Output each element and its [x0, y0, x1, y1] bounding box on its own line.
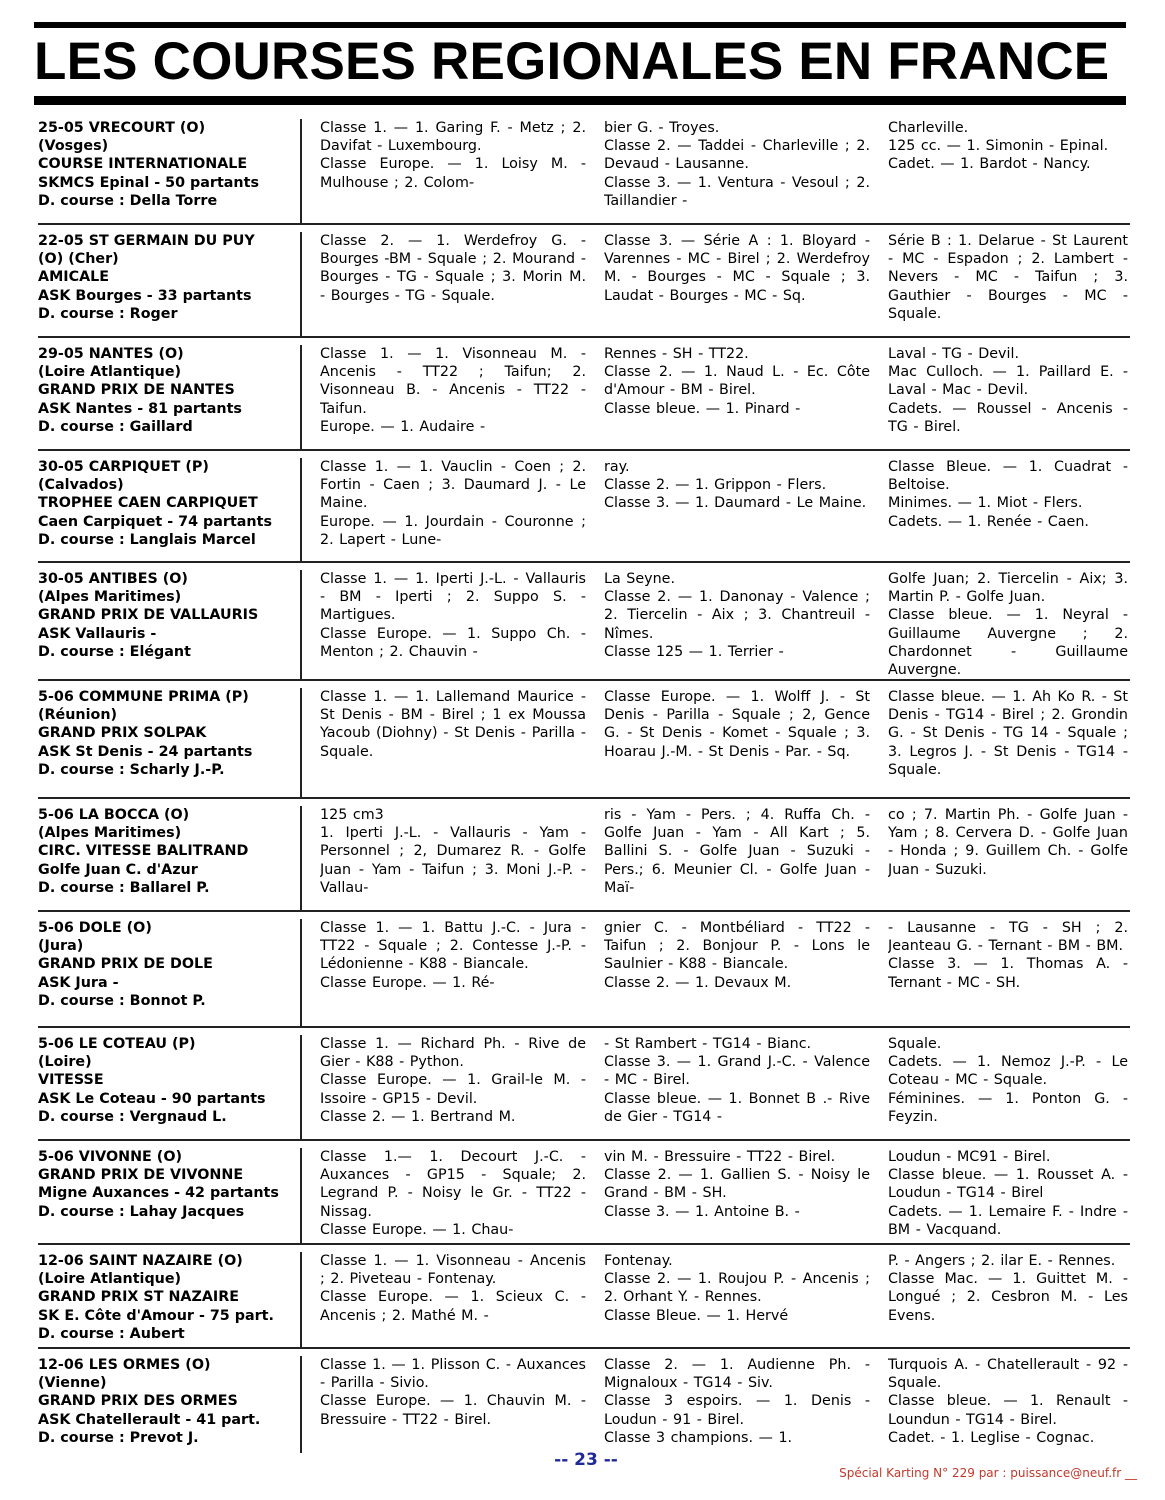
race-results-col2 [592, 1356, 870, 1453]
result-paragraph: Classe 1. — 1. Plisson C. - Auxances - Parilla - Sivio. [320, 1357, 586, 1392]
result-paragraph: Charleville. [888, 120, 969, 136]
race-heading-line: D. course : Elégant [38, 643, 191, 660]
result-paragraph: Classe bleue. — 1. Pinard - [604, 400, 801, 417]
race-heading-line: D. course : Langlais Marcel [38, 531, 256, 548]
result-paragraph: Classe 125 — 1. Terrier - [604, 643, 784, 660]
race-results-col3 [876, 806, 1128, 910]
race-results-col3 [876, 458, 1128, 561]
race-heading-line: 5-06 LE COTEAU (P) [38, 1036, 196, 1052]
result-paragraph: Classe Europe. — 1. Suppo Ch. - Menton ; 2. Chauvin - [320, 625, 586, 660]
race-heading-line: GRAND PRIX SOLPAK [38, 725, 207, 742]
page-title: LES COURSES REGIONALES EN FRANCE [34, 32, 1110, 91]
result-paragraph: Fontenay. [604, 1253, 673, 1269]
result-paragraph: Classe 2. — 1. Audienne Ph. - Mignaloux - TG14 - Siv. [604, 1357, 870, 1392]
result-paragraph: gnier C. - Montbéliard - TT22 - Taifun ; 2. Bonjour P. - Lons le Saulnier - K88 - Biancale. [604, 920, 870, 973]
result-paragraph: Loudun - MC91 - Birel. [888, 1149, 1051, 1165]
race-heading-line: 5-06 LA BOCCA (O) [38, 807, 190, 823]
race-results-col1 [308, 119, 586, 223]
race-results-col2 [592, 570, 870, 679]
race-heading [38, 919, 302, 1026]
race-heading-line: SKMCS Epinal - 50 partants [38, 174, 259, 191]
race-heading-line: (Calvados) [38, 477, 124, 494]
result-paragraph: Classe 1. — 1. Vauclin - Coen ; 2. Fortin - Caen ; 3. Daumard J. - Le Maine. [320, 459, 586, 512]
result-paragraph: Classe 1. — 1. Battu J.-C. - Jura - TT22 - Squale ; 2. Contesse J.-P. - Lédonienne - K88 - Biancale. [320, 920, 586, 973]
race-heading-line: 5-06 COMMUNE PRIMA (P) [38, 689, 249, 705]
race-heading-line: (Réunion) [38, 707, 118, 724]
race-heading-line: D. course : Gaillard [38, 418, 193, 435]
race-heading-line: 5-06 DOLE (O) [38, 920, 152, 936]
result-paragraph: Classe 2. — 1. Naud L. - Ec. Côte d'Amour - BM - Birel. [604, 364, 870, 399]
race-entry [38, 112, 1130, 225]
race-heading [38, 688, 302, 797]
race-results-col1 [308, 232, 586, 336]
result-paragraph: Classe 2. — 1. Bertrand M. [320, 1108, 516, 1125]
result-paragraph: Classe 1.— 1. Decourt J.-C. - Auxances - GP15 - Squale; 2. Legrand P. - Noisy le Gr. - TT22 - Nissag. [320, 1149, 586, 1220]
result-paragraph: - Lausanne - TG - SH ; 2. Jeanteau G. - Ternant - BM - BM. [888, 920, 1128, 955]
race-results-col3 [876, 1252, 1128, 1347]
result-paragraph: Classe 3. — 1. Thomas A. - Ternant - MC - SH. [888, 956, 1128, 991]
race-entry [38, 912, 1130, 1028]
race-heading-line: ASK Bourges - 33 partants [38, 287, 252, 304]
result-paragraph: Classe Bleue. — 1. Hervé [604, 1307, 789, 1324]
result-paragraph: Classe Europe. — 1. Chau- [320, 1221, 514, 1238]
race-results-col1 [308, 570, 586, 679]
race-heading-line: D. course : Ballarel P. [38, 879, 210, 896]
credit-line: Spécial Karting N° 229 par : puissance@neuf.fr __ [839, 1466, 1137, 1480]
result-paragraph: Classe Mac. — 1. Guittet M. - Longué ; 2. Cesbron M. - Les Evens. [888, 1271, 1128, 1324]
race-heading-line: D. course : Aubert [38, 1325, 185, 1342]
race-heading-line: ASK Chatellerault - 41 part. [38, 1411, 261, 1428]
result-paragraph: Classe 1. — Richard Ph. - Rive de Gier - K88 - Python. [320, 1036, 586, 1071]
race-heading-line: GRAND PRIX ST NAZAIRE [38, 1289, 240, 1306]
result-paragraph: Rennes - SH - TT22. [604, 346, 749, 362]
result-paragraph: Classe Europe. — 1. Chauvin M. - Bressuire - TT22 - Birel. [320, 1393, 586, 1428]
race-results-col2 [592, 232, 870, 336]
result-paragraph: co ; 7. Martin Ph. - Golfe Juan - Yam ; 8. Cervera D. - Golfe Juan - Honda ; 9. Guillem Ch. - Golfe Juan - Suzuki. [888, 807, 1128, 878]
race-heading-line: (Vosges) [38, 138, 109, 155]
race-heading-line: (Loire) [38, 1054, 92, 1071]
race-heading-line: ASK Vallauris - [38, 625, 157, 642]
race-heading-line: 25-05 VRECOURT (O) [38, 120, 206, 136]
result-paragraph: Classe 1. — 1. Iperti J.-L. - Vallauris - BM - Iperti ; 2. Suppo S. - Martigues. [320, 571, 586, 624]
race-entry [38, 338, 1130, 451]
race-heading [38, 806, 302, 910]
result-paragraph: Classe bleue. — 1. Rousset A. - Loudun - TG14 - Birel [888, 1167, 1128, 1202]
race-heading-line: (Loire Atlantique) [38, 1271, 182, 1288]
race-heading-line: D. course : Prevot J. [38, 1429, 199, 1446]
race-entry [38, 451, 1130, 563]
race-heading-line: D. course : Scharly J.-P. [38, 761, 225, 778]
race-heading-line: AMICALE [38, 269, 110, 286]
race-results-col1 [308, 1356, 586, 1453]
result-paragraph: Turquois A. - Chatellerault - 92 - Squale. [888, 1357, 1128, 1392]
race-heading-line: ASK Le Coteau - 90 partants [38, 1090, 266, 1107]
result-paragraph: Classe 3. — 1. Antoine B. - [604, 1203, 800, 1220]
race-results-col1 [308, 688, 586, 797]
race-heading-line: Caen Carpiquet - 74 partants [38, 513, 272, 530]
race-heading-line: (Vienne) [38, 1375, 107, 1392]
result-paragraph: 125 cc. — 1. Simonin - Epinal. [888, 138, 1109, 155]
race-heading-line: Golfe Juan C. d'Azur [38, 861, 198, 878]
race-results-col3 [876, 570, 1128, 679]
result-paragraph: Classe Bleue. — 1. Cuadrat - Beltoise. [888, 459, 1128, 494]
result-paragraph: Cadets. — 1. Renée - Caen. [888, 513, 1089, 530]
race-heading [38, 570, 302, 679]
race-heading-line: 12-06 LES ORMES (O) [38, 1357, 211, 1373]
race-heading-line: (Alpes Maritimes) [38, 825, 182, 842]
result-paragraph: Squale. [888, 1036, 942, 1052]
result-paragraph: Cadet. — 1. Bardot - Nancy. [888, 156, 1091, 173]
result-paragraph: Classe 2. — 1. Roujou P. - Ancenis ; 2. Orhant Y. - Rennes. [604, 1271, 870, 1306]
result-paragraph: Série B : 1. Delarue - St Laurent - MC - Espadon ; 2. Lambert - Nevers - MC - Taifun ; 3. Gauthier - Bourges - MC - Squale. [888, 233, 1128, 322]
race-results-col2 [592, 1148, 870, 1243]
race-heading-line: 5-06 VIVONNE (O) [38, 1149, 183, 1165]
result-paragraph: Féminines. — 1. Ponton G. - Feyzin. [888, 1090, 1128, 1125]
result-paragraph: Classe 3 espoirs. — 1. Denis - Loudun - 91 - Birel. [604, 1393, 870, 1428]
result-paragraph: Classe 2. — 1. Grippon - Flers. [604, 477, 827, 494]
result-paragraph: Cadets. — 1. Nemoz J.-P. - Le Coteau - MC - Squale. [888, 1054, 1128, 1089]
race-heading [38, 345, 302, 449]
result-paragraph: Golfe Juan; 2. Tiercelin - Aix; 3. Martin P. - Golfe Juan. [888, 571, 1128, 606]
page-number: -- 23 -- [554, 1450, 618, 1470]
race-results-col2 [592, 806, 870, 910]
result-paragraph: Cadets. — 1. Lemaire F. - Indre - BM - Vacquand. [888, 1203, 1128, 1238]
race-entry [38, 681, 1130, 799]
result-paragraph: Classe 1. — 1. Garing F. - Metz ; 2. Davifat - Luxembourg. [320, 120, 586, 155]
result-paragraph: Cadets. — Roussel - Ancenis - TG - Birel. [888, 400, 1128, 435]
race-entry [38, 563, 1130, 681]
race-entry [38, 799, 1130, 912]
race-heading-line: (Loire Atlantique) [38, 364, 182, 381]
race-heading-line: ASK Jura - [38, 974, 119, 991]
race-results-col2 [592, 919, 870, 1026]
result-paragraph: Classe 2. — 1. Danonay - Valence ; 2. Tiercelin - Aix ; 3. Chantreuil - Nîmes. [604, 589, 870, 642]
result-paragraph: P. - Angers ; 2. ilar E. - Rennes. [888, 1253, 1116, 1269]
result-paragraph: Laval - TG - Devil. [888, 346, 1019, 362]
race-heading-line: ASK Nantes - 81 partants [38, 400, 242, 417]
race-results-col3 [876, 688, 1128, 797]
race-heading-line: D. course : Roger [38, 305, 178, 322]
result-paragraph: Classe Europe. — 1. Scieux C. - Ancenis ; 2. Mathé M. - [320, 1289, 586, 1324]
race-results-col1 [308, 458, 586, 561]
result-paragraph: bier G. - Troyes. [604, 120, 720, 136]
race-results-col2 [592, 345, 870, 449]
race-heading-line: GRAND PRIX DE VALLAURIS [38, 607, 259, 624]
race-heading-line: GRAND PRIX DE NANTES [38, 382, 235, 399]
race-results-col1 [308, 1035, 586, 1139]
result-paragraph: Classe bleue. — 1. Ah Ko R. - St Denis - TG14 - Birel ; 2. Grondin G. - St Denis - TG 14 - Squale ; 3. Legros J. - St Denis - TG14 - Squale. [888, 689, 1128, 778]
race-heading-line: D. course : Della Torre [38, 192, 218, 209]
race-results-col3 [876, 1148, 1128, 1243]
race-heading [38, 1148, 302, 1243]
race-results-col1 [308, 806, 586, 910]
result-paragraph: Classe Europe. — 1. Loisy M. - Mulhouse ; 2. Colom- [320, 156, 586, 191]
race-results-col2 [592, 1035, 870, 1139]
result-paragraph: Classe 2. — Taddei - Charleville ; 2. Devaud - Lausanne. [604, 138, 870, 173]
race-heading-line: (Alpes Maritimes) [38, 589, 182, 606]
race-entry [38, 225, 1130, 338]
result-paragraph: Classe 2. — 1. Werdefroy G. - Bourges -BM - Squale ; 2. Mourand - Bourges - TG - Squale ; 3. Morin M. - Bourges - TG - Squale. [320, 233, 586, 304]
race-results-list [38, 112, 1130, 1453]
race-results-col3 [876, 1035, 1128, 1139]
race-heading-line: COURSE INTERNATIONALE [38, 156, 248, 173]
result-paragraph: Classe 3 champions. — 1. [604, 1429, 793, 1446]
race-heading-line: (O) (Cher) [38, 251, 119, 268]
result-paragraph: Europe. — 1. Audaire - [320, 418, 486, 435]
race-heading [38, 1356, 302, 1453]
result-paragraph: ris - Yam - Pers. ; 4. Ruffa Ch. - Golfe Juan - Yam - All Kart ; 5. Ballini S. - Golfe Juan - Suzuki - Pers.; 6. Meunier Cl. - Golfe Juan - Maï- [604, 807, 870, 896]
race-heading-line: 30-05 ANTIBES (O) [38, 571, 188, 587]
race-heading-line: D. course : Vergnaud L. [38, 1108, 227, 1125]
result-paragraph: Classe 3. — 1. Grand J.-C. - Valence - MC - Birel. [604, 1054, 870, 1089]
result-paragraph: 125 cm3 [320, 807, 384, 823]
race-heading [38, 1252, 302, 1347]
result-paragraph: La Seyne. [604, 571, 676, 587]
race-heading-line: GRAND PRIX DE DOLE [38, 956, 213, 973]
race-heading [38, 119, 302, 223]
race-results-col1 [308, 1148, 586, 1243]
race-heading [38, 458, 302, 561]
result-paragraph: vin M. - Bressuire - TT22 - Birel. [604, 1149, 836, 1165]
race-entry [38, 1028, 1130, 1141]
race-heading-line: 29-05 NANTES (O) [38, 346, 184, 362]
result-paragraph: Classe Europe. — 1. Wolff J. - St Denis - Parilla - Squale ; 2, Gence G. - St Denis - Komet - Squale ; 3. Hoarau J.-M. - St Denis - Par. - Sq. [604, 689, 870, 760]
result-paragraph: Classe 3. — 1. Daumard - Le Maine. [604, 495, 867, 512]
race-results-col2 [592, 688, 870, 797]
race-entry [38, 1141, 1130, 1245]
race-entry [38, 1245, 1130, 1349]
title-rule [34, 96, 1126, 105]
race-results-col3 [876, 919, 1128, 1026]
race-heading-line: TROPHEE CAEN CARPIQUET [38, 495, 258, 512]
race-heading-line: 12-06 SAINT NAZAIRE (O) [38, 1253, 243, 1269]
race-results-col3 [876, 232, 1128, 336]
race-heading-line: D. course : Lahay Jacques [38, 1203, 245, 1220]
race-heading-line: ASK St Denis - 24 partants [38, 743, 253, 760]
result-paragraph: Classe 2. — 1. Gallien S. - Noisy le Grand - BM - SH. [604, 1167, 870, 1202]
result-paragraph: Cadet. - 1. Leglise - Cognac. [888, 1429, 1095, 1446]
race-results-col3 [876, 119, 1128, 223]
race-heading-line: D. course : Bonnot P. [38, 992, 206, 1009]
result-paragraph: Minimes. — 1. Miot - Flers. [888, 495, 1083, 512]
race-entry [38, 1349, 1130, 1453]
result-paragraph: Europe. — 1. Jourdain - Couronne ; 2. Lapert - Lune- [320, 513, 586, 548]
race-results-col2 [592, 119, 870, 223]
race-heading-line: GRAND PRIX DE VIVONNE [38, 1167, 244, 1184]
result-paragraph: Classe 3. — 1. Ventura - Vesoul ; 2. Taillandier - [604, 174, 870, 209]
race-results-col1 [308, 345, 586, 449]
result-paragraph: Classe 1. — 1. Lallemand Maurice - St Denis - BM - Birel ; 1 ex Moussa Yacoub (Diohny) - St Denis - Parilla - Squale. [320, 689, 586, 760]
result-paragraph: Classe Europe. — 1. Grail-le M. - Issoire - GP15 - Devil. [320, 1072, 586, 1107]
race-heading-line: CIRC. VITESSE BALITRAND [38, 843, 249, 860]
result-paragraph: Classe bleue. — 1. Bonnet B .- Rive de Gier - TG14 - [604, 1090, 870, 1125]
result-paragraph: Classe Europe. — 1. Ré- [320, 974, 495, 991]
result-paragraph: Classe 1. — 1. Visonneau M. - Ancenis - TT22 ; Taifun; 2. Visonneau B. - Ancenis - TT22 - Taifun. [320, 346, 586, 417]
result-paragraph: Classe bleue. — 1. Renault - Loundun - TG14 - Birel. [888, 1393, 1128, 1428]
top-rule [34, 22, 1126, 28]
race-results-col3 [876, 1356, 1128, 1453]
race-heading-line: GRAND PRIX DES ORMES [38, 1393, 238, 1410]
result-paragraph: Classe 2. — 1. Devaux M. [604, 974, 792, 991]
result-paragraph: - St Rambert - TG14 - Bianc. [604, 1036, 812, 1052]
result-paragraph: Classe bleue. — 1. Neyral - Guillaume Auvergne ; 2. Chardonnet - Guillaume Auvergne. [888, 607, 1128, 679]
race-results-col1 [308, 919, 586, 1026]
result-paragraph: 1. Iperti J.-L. - Vallauris - Yam - Personnel ; 2, Dumarez R. - Golfe Juan - Yam - Taifun ; 3. Moni J.-P. - Vallau- [320, 825, 586, 896]
result-paragraph: ray. [604, 459, 630, 475]
race-results-col2 [592, 458, 870, 561]
race-results-col2 [592, 1252, 870, 1347]
race-heading-line: Migne Auxances - 42 partants [38, 1185, 279, 1202]
race-heading [38, 232, 302, 336]
result-paragraph: Classe 3. — Série A : 1. Bloyard - Varennes - MC - Birel ; 2. Werdefroy M. - Bourges - MC - Squale ; 3. Laudat - Bourges - MC - Sq. [604, 233, 870, 304]
race-results-col3 [876, 345, 1128, 449]
race-heading-line: SK E. Côte d'Amour - 75 part. [38, 1307, 274, 1324]
race-heading-line: (Jura) [38, 938, 84, 955]
race-heading-line: 22-05 ST GERMAIN DU PUY [38, 233, 255, 249]
race-results-col1 [308, 1252, 586, 1347]
race-heading-line: 30-05 CARPIQUET (P) [38, 459, 209, 475]
race-heading-line: VITESSE [38, 1072, 104, 1089]
result-paragraph: Classe 1. — 1. Visonneau - Ancenis ; 2. Piveteau - Fontenay. [320, 1253, 586, 1288]
result-paragraph: Mac Culloch. — 1. Paillard E. - Laval - Mac - Devil. [888, 364, 1128, 399]
race-heading [38, 1035, 302, 1139]
